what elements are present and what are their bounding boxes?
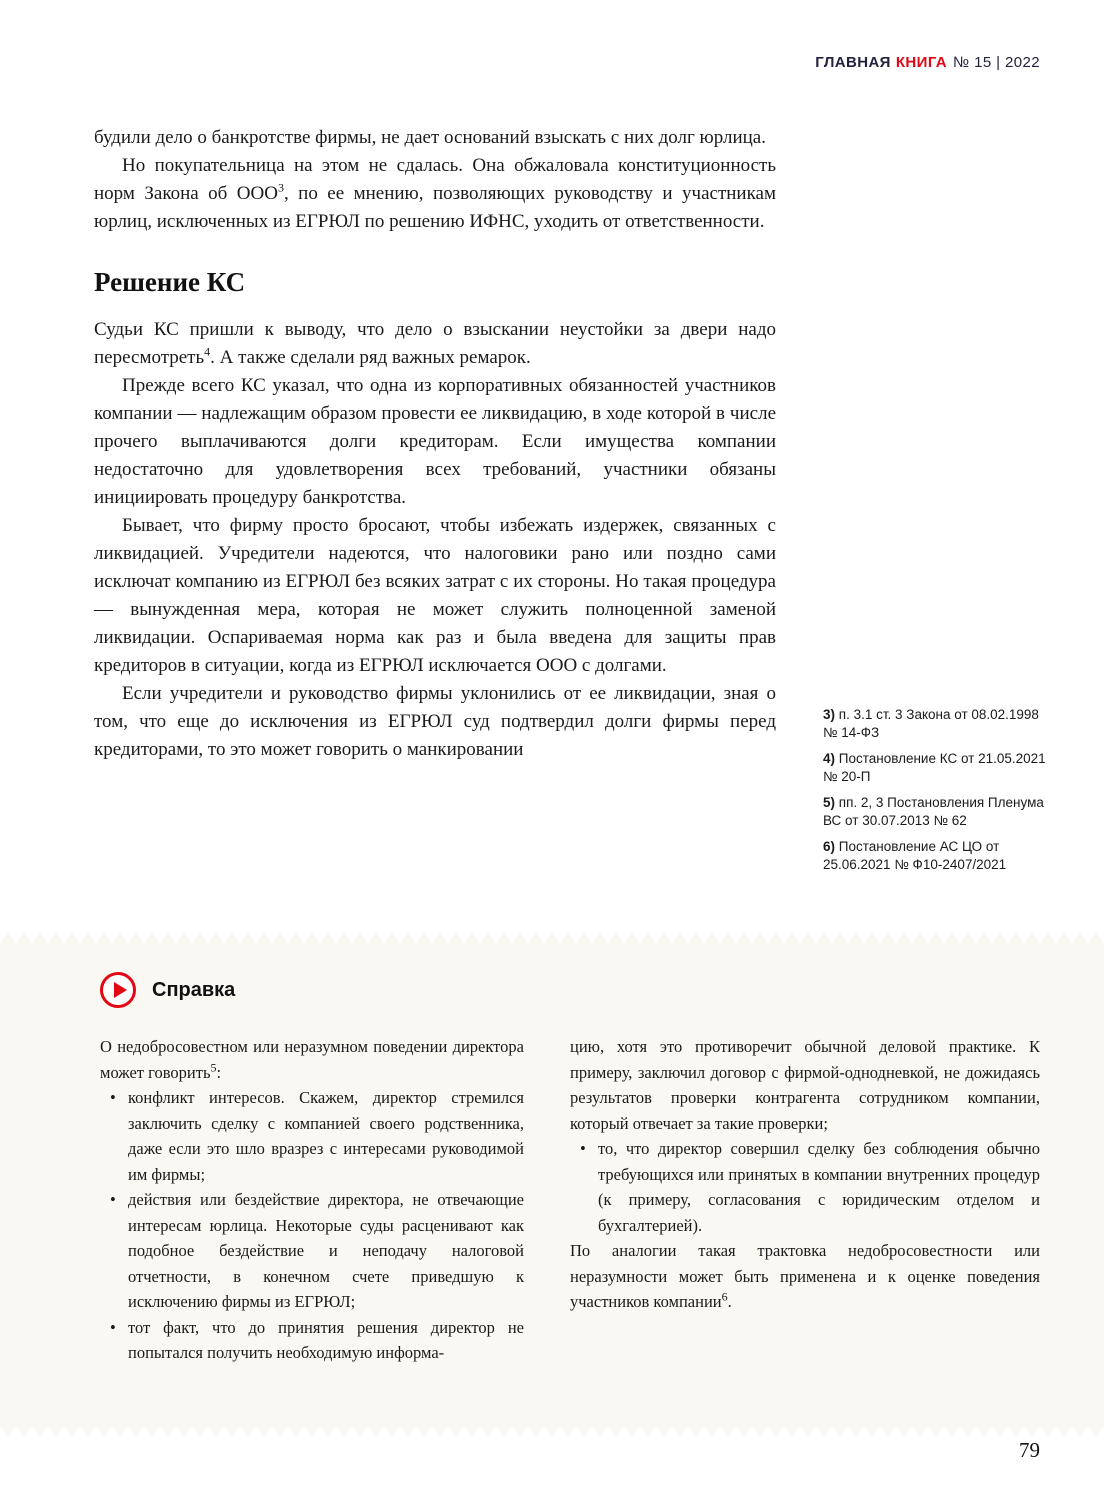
paragraph: Если учредители и руководство фирмы уклонились от ее ликвидации, зная о том, что еще до исключения из ЕГРЮЛ суд подтвердил долги фирмы перед кредиторами, то это может говорить о манкировании bbox=[94, 683, 776, 760]
bullet-icon: • bbox=[110, 1317, 116, 1337]
brand-glavnaya: ГЛАВНАЯ bbox=[815, 54, 891, 71]
paragraph: Судьи КС пришли к выводу, что дело о взыскании неустойки за двери надо пересмотреть$^4$. А также сделали ряд важных ремарок. bbox=[94, 319, 776, 368]
bullet-item bbox=[100, 1085, 524, 1187]
spravka-header bbox=[100, 972, 1040, 1008]
zigzag-edge-top bbox=[0, 932, 1104, 944]
bullet-item bbox=[100, 1315, 524, 1366]
footnote: 4) Постановление КС от 21.05.2021 № 20-П bbox=[823, 751, 1046, 784]
bullet-icon: • bbox=[110, 1190, 116, 1209]
spravka-title: Справка bbox=[152, 978, 236, 1001]
play-triangle-icon bbox=[114, 982, 127, 998]
footnote: 6) Постановление АС ЦО от 25.06.2021 № Ф10-2407/2021 bbox=[823, 839, 1007, 872]
footnotes-sidebar bbox=[823, 706, 1051, 882]
bullet-text: действия или бездействие директора, не отвечающие интересам юрлица. Некоторые суды расценивают как подобное бездействие и неподачу налоговой отчетности, в конечном счете приведшую к исключению фирмы из ЕГРЮЛ; bbox=[128, 1190, 524, 1311]
paragraph: Прежде всего КС указал, что одна из корпоративных обязанностей участников компании — надлежащим образом провести ее ликвидацию, в ходе которой в числе прочего выплачиваются долги кредиторам. Если имущества компании недостаточно для удовлетворения всех требований, участники обязаны инициировать процедуру банкротства. bbox=[94, 375, 776, 508]
paragraph: цию, хотя это противоречит обычной деловой практике. К примеру, заключил договор с фирмой-однодневкой, не дожидаясь результатов проверки контрагента сотрудником компании, который отвечает за такие проверки; bbox=[570, 1037, 1040, 1133]
footnote-ref-3: 3 bbox=[277, 180, 284, 195]
footnote-number: 3) bbox=[823, 707, 839, 722]
spravka-columns bbox=[100, 1034, 1040, 1366]
footnote-ref-5: 5 bbox=[210, 1060, 217, 1074]
footnote-number: 5) bbox=[823, 795, 839, 810]
bullet-text: тот факт, что до принятия решения директор не попытался получить необходимую информа- bbox=[128, 1317, 524, 1362]
page-number: 79 bbox=[1019, 1438, 1040, 1462]
spravka-right-column bbox=[570, 1034, 1040, 1366]
bullet-item bbox=[100, 1187, 524, 1315]
footnote: 3) п. 3.1 ст. 3 Закона от 08.02.1998 № 14-ФЗ bbox=[823, 707, 1039, 740]
article-column bbox=[94, 124, 776, 764]
play-circle-icon bbox=[100, 972, 136, 1008]
bullet-text: конфликт интересов. Скажем, директор стремился заключить сделку с компанией своего родственника, даже если это шло вразрез с интересами руководимой им фирмы; bbox=[128, 1088, 524, 1184]
footnote-number: 4) bbox=[823, 751, 839, 766]
brand-kniga: КНИГА bbox=[895, 54, 948, 71]
bullet-icon: • bbox=[110, 1088, 116, 1107]
zigzag-edge-bottom bbox=[0, 1426, 1104, 1438]
footnote-ref-4: 4 bbox=[204, 344, 211, 359]
paragraph: Но покупательница на этом не сдалась. Она обжаловала конституционность норм Закона об ООО$^3$, по ее мнению, позволяющих руководству и участникам юрлиц, исключенных из ЕГРЮЛ по решению ИФНС, уходить от ответственности. bbox=[94, 155, 776, 232]
issue-number: № 15 | 2022 bbox=[953, 54, 1040, 71]
masthead bbox=[815, 54, 1040, 71]
bullet-item bbox=[570, 1136, 1040, 1238]
footnote-number: 6) bbox=[823, 839, 839, 854]
spravka-left-column bbox=[100, 1034, 524, 1366]
bullet-icon: • bbox=[580, 1139, 586, 1158]
paragraph: будили дело о банкротстве фирмы, не дает оснований взыскать с них долг юрлица. bbox=[94, 127, 766, 148]
section-heading: Решение КС bbox=[94, 267, 246, 297]
spravka-content bbox=[0, 944, 1104, 1366]
footnote-ref-6: 6 bbox=[721, 1289, 728, 1304]
paragraph: О недобросовестном или неразумном поведении директора может говорить$^5$: bbox=[100, 1037, 524, 1082]
spravka-box bbox=[0, 944, 1104, 1426]
paragraph: По аналогии такая трактовка недобросовестности или неразумности может быть применена и к оценке поведения участников компании$^6$. bbox=[570, 1241, 1040, 1311]
bullet-text: то, что директор совершил сделку без соблюдения обычно требующихся или принятых в компании внутренних процедур (к примеру, согласования с юридическим отделом и бухгалтерией). bbox=[598, 1139, 1040, 1235]
footnote: 5) пп. 2, 3 Постановления Пленума ВС от 30.07.2013 № 62 bbox=[823, 795, 1044, 828]
paragraph: Бывает, что фирму просто бросают, чтобы избежать издержек, связанных с ликвидацией. Учредители надеются, что налоговики рано или поздно сами исключат компанию из ЕГРЮЛ без всяких затрат с их стороны. Но такая процедура — вынужденная мера, которая не может служить полноценной заменой ликвидации. Оспариваемая норма как раз и была введена для защиты прав кредиторов в ситуации, когда из ЕГРЮЛ исключается ООО с долгами. bbox=[94, 515, 776, 676]
